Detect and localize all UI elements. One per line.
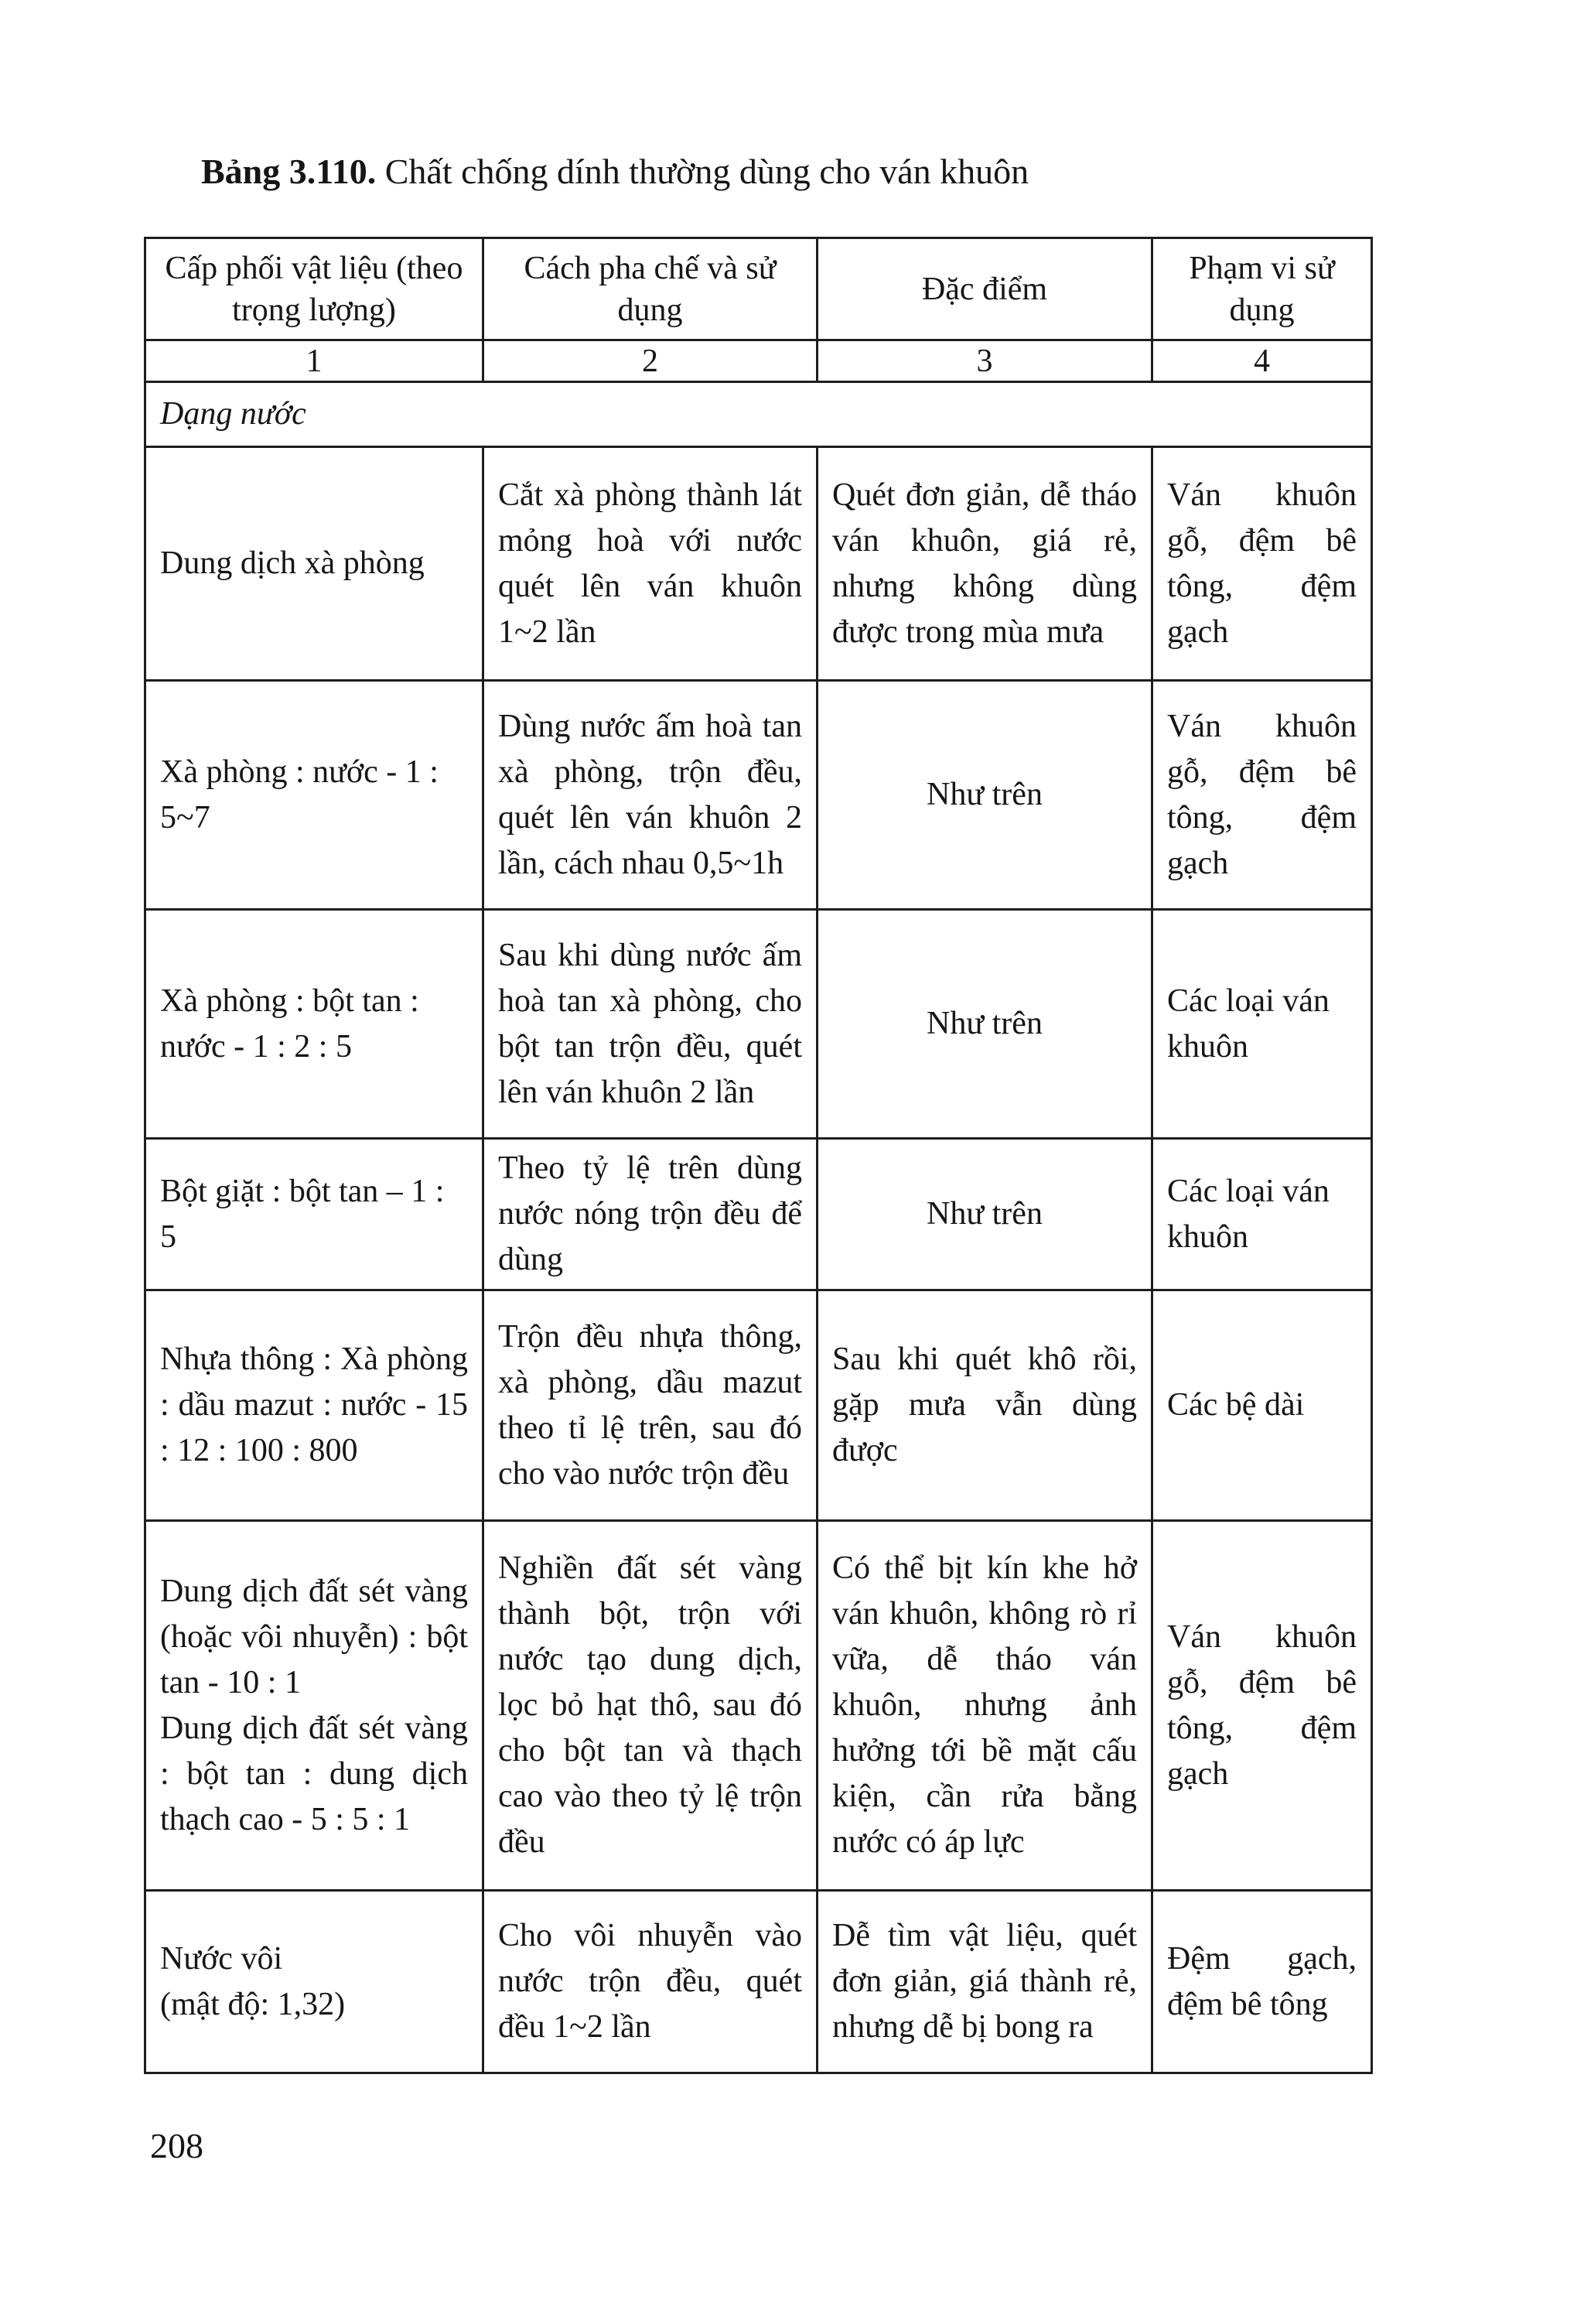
header-scope: Phạm vi sử dụng: [1152, 238, 1372, 340]
header-row: [145, 238, 1372, 340]
table-row: [145, 681, 1372, 910]
material-line: Dung dịch đất sét vàng (hoặc vôi nhuyễn) : bột tan - 10 : 1: [160, 1573, 468, 1700]
scope-cell: Ván khuôn gỗ, đệm bê tông, đệm gạch: [1152, 681, 1372, 910]
table-title: Chất chống dính thường dùng cho ván khuôn: [384, 152, 1029, 191]
material-line: Dung dịch đất sét vàng : bột tan : dung dịch thạch cao - 5 : 5 : 1: [160, 1710, 468, 1837]
material-cell: Dung dịch xà phòng: [145, 447, 483, 681]
column-number: 4: [1152, 340, 1372, 382]
table-caption: [201, 149, 1029, 195]
material-cell: Nhựa thông : Xà phòng : dầu mazut : nước - 15 : 12 : 100 : 800: [145, 1290, 483, 1521]
column-number: 3: [818, 340, 1152, 382]
table-row: [145, 910, 1372, 1139]
additives-table-container: [144, 237, 1371, 2074]
method-cell: Cho vôi nhuyễn vào nước trộn đều, quét đều 1~2 lần: [483, 1891, 818, 2073]
material-line: Nước vôi: [160, 1940, 283, 1977]
material-cell: [145, 1521, 483, 1891]
scope-cell: Ván khuôn gỗ, đệm bê tông, đệm gạch: [1152, 447, 1372, 681]
material-cell: Bột giặt : bột tan – 1 : 5: [145, 1139, 483, 1290]
scope-cell: Đệm gạch, đệm bê tông: [1152, 1891, 1372, 2073]
scope-cell: Các bệ dài: [1152, 1290, 1372, 1521]
method-cell: Dùng nước ấm hoà tan xà phòng, trộn đều, quét lên ván khuôn 2 lần, cách nhau 0,5~1h: [483, 681, 818, 910]
scope-cell: Ván khuôn gỗ, đệm bê tông, đệm gạch: [1152, 1521, 1372, 1891]
material-cell: Xà phòng : nước - 1 : 5~7: [145, 681, 483, 910]
method-cell: Trộn đều nhựa thông, xà phòng, dầu mazut theo tỉ lệ trên, sau đó cho vào nước trộn đều: [483, 1290, 818, 1521]
feature-cell: Có thể bịt kín khe hở ván khuôn, không rò rỉ vữa, dễ tháo ván khuôn, nhưng ảnh hưởng tới bề mặt cấu kiện, cần rửa bằng nước có áp lực: [818, 1521, 1152, 1891]
material-cell: Xà phòng : bột tan : nước - 1 : 2 : 5: [145, 910, 483, 1139]
additives-table: [144, 237, 1373, 2074]
feature-cell: Như trên: [818, 1139, 1152, 1290]
table-row: [145, 1290, 1372, 1521]
method-cell: Nghiền đất sét vàng thành bột, trộn với nước tạo dung dịch, lọc bỏ hạt thô, sau đó cho bột tan và thạch cao vào theo tỷ lệ trộn đều: [483, 1521, 818, 1891]
column-number: 1: [145, 340, 483, 382]
feature-cell: Dễ tìm vật liệu, quét đơn giản, giá thành rẻ, nhưng dễ bị bong ra: [818, 1891, 1152, 2073]
feature-cell: Quét đơn giản, dễ tháo ván khuôn, giá rẻ, nhưng không dùng được trong mùa mưa: [818, 447, 1152, 681]
method-cell: Sau khi dùng nước ấm hoà tan xà phòng, cho bột tan trộn đều, quét lên ván khuôn 2 lần: [483, 910, 818, 1139]
table-row: [145, 1891, 1372, 2073]
header-material: Cấp phối vật liệu (theo trọng lượng): [145, 238, 483, 340]
method-cell: Theo tỷ lệ trên dùng nước nóng trộn đều để dùng: [483, 1139, 818, 1290]
table-row: [145, 447, 1372, 681]
material-line: (mật độ: 1,32): [160, 1986, 346, 2022]
material-cell: [145, 1891, 483, 2073]
header-feature: Đặc điểm: [818, 238, 1152, 340]
table-row: [145, 1521, 1372, 1891]
table-row: [145, 1139, 1372, 1290]
section-label: Dạng nước: [145, 382, 1372, 447]
section-row: [145, 382, 1372, 447]
page-number: 208: [150, 2126, 203, 2165]
scope-cell: Các loại ván khuôn: [1152, 910, 1372, 1139]
table-number: Bảng 3.110.: [201, 152, 377, 191]
feature-cell: Sau khi quét khô rồi, gặp mưa vẫn dùng được: [818, 1290, 1152, 1521]
header-method: Cách pha chế và sử dụng: [483, 238, 818, 340]
feature-cell: Như trên: [818, 681, 1152, 910]
column-number: 2: [483, 340, 818, 382]
column-number-row: [145, 340, 1372, 382]
feature-cell: Như trên: [818, 910, 1152, 1139]
method-cell: Cắt xà phòng thành lát mỏng hoà với nước quét lên ván khuôn 1~2 lần: [483, 447, 818, 681]
scope-cell: Các loại ván khuôn: [1152, 1139, 1372, 1290]
